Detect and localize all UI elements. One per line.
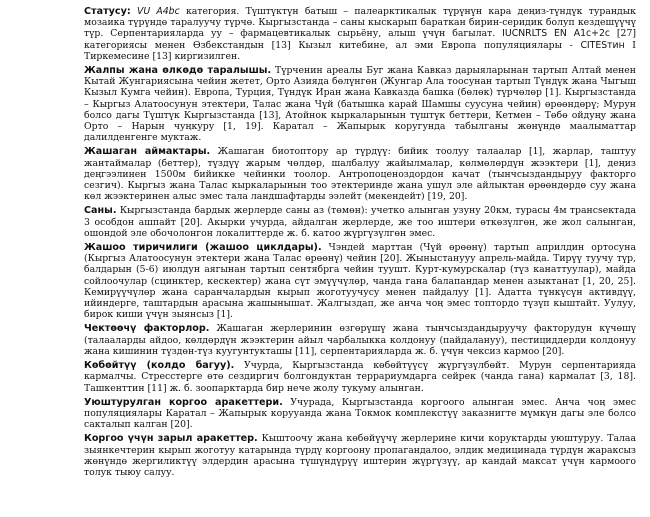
habitat-text: Жашаган биотоптору ар түрдүү: бийик тоолуу талаалар [1], жарлар, таштуу жантаймалар (беттер), түздүү жарым чөлдөр, шалбалуу жайылмалар, көлмөлөрдүн жээктери [1], деңиз деңгээлинен 1500м бийикке чейинки тоолор. Антропоценоздордон качат (тынчсыздандыруу факторго сезгич). Кыргыз жана Талас кыркаларынын тоо этектеринде жана ушул эле айлыктан өрөөндөрдө суу жана көл жээктеринен алыс эмес тала ландшафтарды ээлейт (мекендейт) [19, 20]. — [84, 146, 636, 203]
limiting-factors-text: Жашаган жерлеринин өзгөрүшү жана тынчсыздандыруучу факторудун күчөшү (талааларды айдоо, көлдөрдүн жээктерин айыл чарбалыкка колдонуу (пайдалануу), пестициддерди колдонуу жана кишинин түздөн-түз куугунтукташы [11], серпентарияларда ж. б. үчүн чексиз кармоо [20]. — [84, 323, 636, 357]
distribution-text: Түрченин ареалы Буг жана Кавказ дарыяларынан тартып Алтай менен Кытай Жунгариясына чейин жетет, Орто Азияда бөлүнгөн (Жунгар Ала тоосунан тартып Түндүк жана Чыгыш Кызыл Кумга чейин). Европа, Турция, Түндүк Иран жана Кавказда башка (бөлөк) түрчөлөр [1]. Кыргызстанда – Кыргыз Алатоосунун этектери, Талас жана Чүй (батышка карай Шамшы суусуна чейин) өрөөндөрү; Мурун болсо дагы Түштүк Кыргызстанда [13], Атойнок кыркаларынын түштүк беттери, Кетмен – Төбө ойдуңу жана Орто – Нарын чуңкуру [1, 19]. Каратал – Жапырык коругунда табылганы жөнүндө маалыматтар далилденгенге муктаж. — [84, 65, 636, 144]
status-paragraph — [84, 6, 636, 62]
protection-measures-paragraph — [84, 397, 636, 431]
breeding-heading: Көбөйтүү (колдо багуу). — [84, 360, 235, 372]
required-actions-heading: Коргоо үчүн зарыл аракеттер. — [84, 433, 258, 445]
abundance-text: Кыргызстанда бардык жерлерде саны аз (төмөн): учетко алынган узуну 20км, турасы 4м трансsектада 3 особдон ашпайт [20]. Акырки учурда, айдалган жерлерде, же тоо иштери өткөзүлгөн, же жол салынган, ошондой эле обочолонгон локалиттерде ж. б. катоо жүргүзүлгөн эмес. — [84, 205, 636, 239]
status-text-3: I Тиркемесине [13] киргизилген. — [84, 39, 636, 62]
status-text-1: категория. Түштүктүн батыш – палеарктикалык түрүнүн кара деңиз-түндүк турандык мозаика түрүндө таралуучу түрчө. Кыргызстанда – саны кыскарып бараткан бирин-серидик болуп кездешүүчү түр. Серпентарияларда уу – фармацевтикалык сырьёну, алыш үчүн багылат. — [84, 6, 636, 40]
life-cycle-paragraph — [84, 242, 636, 320]
iucn-code: IUCNRLTS EN A1c+2c — [502, 28, 610, 40]
required-actions-text: Кыштоочу жана көбөйүүчү жерлерине кичи коруктарды уюштуруу. Талаа зыянкечтерин кырып жоготуу катарында түрдү коргоону пропагандалоо, элдик медицинада түрдүн жараксыз жөнүндө жергиликтүү элдердин арасына түшүндүрүү иштерин жүргүзүү, ар кандай максат үчүн кармоого толук тыюу салуу. — [84, 433, 636, 478]
life-cycle-heading: Жашоо тиричилиги (жашоо циклдары). — [84, 242, 322, 254]
distribution-paragraph — [84, 65, 636, 143]
protection-measures-text: Учурада, Кыргызстанда коргоого алынган эмес. Анча чоң эмес популяциялары Каратал – Жапырык корууанда жана Токмок комплекстүү заказнигте мүмкүн дагы эле болсо сакталып калган [20]. — [84, 396, 636, 431]
cites-label: CITESтин — [580, 39, 625, 51]
breeding-paragraph — [84, 360, 636, 394]
abundance-heading: Саны. — [84, 205, 117, 217]
breeding-text: Учурда, Кыргызстанда көбөйтүүсү жүргүзүлбөйт. Мурун серпентарияда кармалчы. Стресстерге өтө сездиргич болгондуктан террариумдарга сейрек (чанда гана) кармалат [3, 18]. Ташкенттин [11] ж. б. зоопарктарда бир нече жолу тукуму алынган. — [84, 360, 636, 394]
life-cycle-text: Чэндей марттан (Чүй өрөөнү) тартып априлдин ортосуна (Кыргыз Алатоосунун этектери жана Талас өрөөнү) чейин [20]. Жыныстанууу апрель-майда. Тирүү туучу түр, балдарын (5-6) июлдун аягынан тартып сентябрга чейин туушт. Курт-кумурскалар (түз канаттуулар), майда сойлоочулар (сцинктер, кескектер) жана сүт эмүүчүлөр, чанда гана балапандар менен азыктанат [1, 20, 25]. Кемирүүчүлөр жана саранчалардын кырып жоготуучусу менен пайдалуу [1]. Адатта түнкүсүн активдүү, ийиндерге, таштардын арасына жашынышат. Жалгыздап, же анча чоң эмес топтордо түзүп кыштайт. Уулуу, бирок киши үчүн зыянсыз [1]. — [84, 242, 636, 321]
habitat-heading: Жашаган аймактары. — [84, 146, 211, 158]
abundance-paragraph — [84, 205, 636, 239]
habitat-paragraph — [84, 146, 636, 202]
distribution-heading: Жалпы жана өлкөдө таралышы. — [84, 65, 272, 77]
protection-measures-heading: Уюштурулган коргоо аракеттери. — [84, 396, 283, 408]
required-actions-paragraph — [84, 433, 636, 478]
status-text-2: [27] категориясы менен Өзбекстандын [13] Кызыл китебине, ал эми Европа популяциялары - — [84, 28, 637, 51]
status-heading: Статусу: — [84, 6, 131, 17]
limiting-factors-heading: Чектөөчү факторлор. — [84, 323, 210, 335]
status-category-code: VU A4bc — [136, 6, 180, 17]
limiting-factors-paragraph — [84, 323, 636, 357]
